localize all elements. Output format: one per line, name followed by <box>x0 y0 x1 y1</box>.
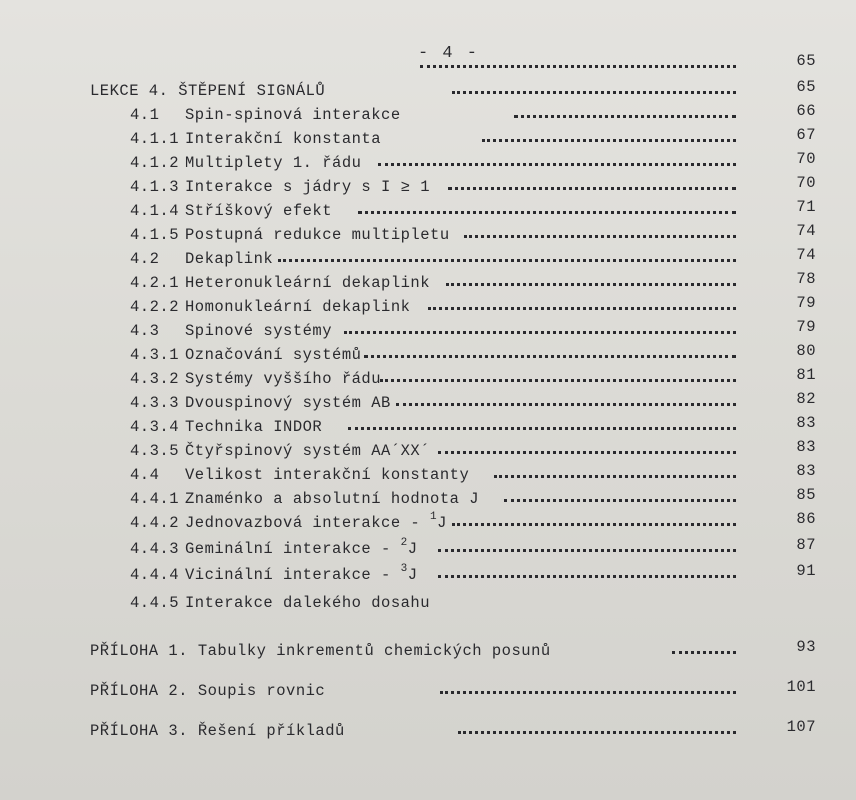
toc-section-number: 4.3.2 <box>130 370 180 388</box>
dot-leader <box>448 187 736 190</box>
toc-title-tail: J <box>437 514 447 532</box>
toc-title-text: Geminální interakce - <box>185 540 401 558</box>
toc-section-number: 4.3.4 <box>130 418 180 436</box>
toc-title: Velikost interakční konstanty <box>185 466 470 484</box>
toc-title <box>185 563 418 584</box>
toc-page-number: 79 <box>796 294 816 312</box>
dot-leader <box>378 163 736 166</box>
dot-leader <box>438 575 736 578</box>
dot-leader <box>452 523 736 526</box>
dot-leader <box>358 211 736 214</box>
toc-line-priloha-3[interactable] <box>90 718 816 746</box>
toc-title: Postupná redukce multipletu <box>185 226 450 244</box>
page-number: - 4 - <box>418 44 480 63</box>
toc-title: Stříškový efekt <box>185 202 333 220</box>
dot-leader <box>440 691 736 694</box>
toc-title: Označování systémů <box>185 346 362 364</box>
toc-section-number: 4.3.1 <box>130 346 180 364</box>
toc-title <box>185 537 418 558</box>
dot-leader <box>348 427 736 430</box>
toc-section-number: 4.4.1 <box>130 490 180 508</box>
toc-title-text: Vicinální interakce - <box>185 566 401 584</box>
toc-line[interactable] <box>90 246 816 274</box>
dot-leader <box>396 403 736 406</box>
toc-page-number: 65 <box>796 78 816 96</box>
toc-line-lekce-4[interactable] <box>90 78 816 106</box>
toc-section-number: 4.3.3 <box>130 394 180 412</box>
toc-line[interactable] <box>90 270 816 298</box>
dot-leader <box>482 139 736 142</box>
toc-line[interactable] <box>90 198 816 226</box>
toc-title: Homonukleární dekaplink <box>185 298 411 316</box>
toc-section-number: 4.1 <box>130 106 160 124</box>
dot-leader <box>446 283 736 286</box>
toc-section-number: 4.4 <box>130 466 160 484</box>
toc-title: PŘÍLOHA 3. Řešení příkladů <box>90 722 345 740</box>
toc-title: Systémy vyššího řádu <box>185 370 382 388</box>
toc-line[interactable] <box>90 438 816 466</box>
toc-section-number: 4.1.2 <box>130 154 180 172</box>
toc-page-number: 91 <box>796 562 816 580</box>
toc-page-number: 74 <box>796 222 816 240</box>
toc-line[interactable] <box>90 342 816 370</box>
toc-section-number: 4.3.5 <box>130 442 180 460</box>
toc-line[interactable] <box>90 102 816 130</box>
toc-line[interactable] <box>90 562 816 590</box>
toc-page-number: 70 <box>796 150 816 168</box>
toc-line[interactable] <box>90 390 816 418</box>
toc-section-number: 4.4.5 <box>130 594 180 612</box>
toc-title: PŘÍLOHA 1. Tabulky inkrementů chemických posunů <box>90 642 551 660</box>
toc-title <box>185 511 447 532</box>
toc-line-priloha-2[interactable] <box>90 678 816 706</box>
dot-leader <box>452 91 736 94</box>
dot-leader <box>428 307 736 310</box>
toc-page-number: 82 <box>796 390 816 408</box>
toc-title: Interakce s jádry s I ≥ 1 <box>185 178 431 196</box>
toc-section-number: 4.1.5 <box>130 226 180 244</box>
toc-line[interactable] <box>90 462 816 490</box>
toc-title: Multiplety 1. řádu <box>185 154 362 172</box>
toc-line[interactable] <box>90 510 816 538</box>
superscript: 1 <box>430 511 438 523</box>
toc-line-priloha-1[interactable] <box>90 638 816 666</box>
dot-leader <box>514 115 736 118</box>
toc-page-number: 83 <box>796 438 816 456</box>
toc-section-number: 4.2.2 <box>130 298 180 316</box>
toc-title: PŘÍLOHA 2. Soupis rovnic <box>90 682 326 700</box>
toc-page-number: 74 <box>796 246 816 264</box>
toc-page-number: 107 <box>786 718 816 736</box>
toc-line[interactable] <box>90 222 816 250</box>
superscript: 2 <box>400 537 408 549</box>
toc-title: Technika INDOR <box>185 418 323 436</box>
toc-page-number: 65 <box>796 52 816 70</box>
toc-page-number: 80 <box>796 342 816 360</box>
dot-leader <box>344 331 736 334</box>
toc-line[interactable] <box>90 150 816 178</box>
dot-leader <box>364 355 736 358</box>
toc-title: Dvouspinový systém AB <box>185 394 391 412</box>
toc-title-tail: J <box>407 540 418 558</box>
toc-line[interactable] <box>90 318 816 346</box>
toc-page-number: 66 <box>796 102 816 120</box>
toc-section-number: 4.3 <box>130 322 160 340</box>
toc-line[interactable] <box>90 536 816 564</box>
dot-leader <box>672 651 736 654</box>
toc-section-number: 4.1.4 <box>130 202 180 220</box>
dot-leader <box>464 235 736 238</box>
toc-line[interactable] <box>90 366 816 394</box>
toc-page-number: 67 <box>796 126 816 144</box>
dot-leader <box>438 549 736 552</box>
toc-page-number: 93 <box>796 638 816 656</box>
dot-leader <box>278 259 736 262</box>
toc-line[interactable] <box>90 126 816 154</box>
toc-title: Spin-spinová interakce <box>185 106 401 124</box>
toc-page-number: 101 <box>786 678 816 696</box>
toc-line <box>90 52 816 80</box>
toc-section-number: 4.1.1 <box>130 130 180 148</box>
toc-page-number: 78 <box>796 270 816 288</box>
dot-leader <box>458 731 736 734</box>
toc-line[interactable] <box>90 594 816 618</box>
toc-page-number: 87 <box>796 536 816 554</box>
toc-line[interactable] <box>90 414 816 442</box>
toc-line[interactable] <box>90 486 816 514</box>
superscript: 3 <box>400 563 408 575</box>
toc-section-number: 4.2 <box>130 250 160 268</box>
toc-line[interactable] <box>90 174 816 202</box>
toc-section-number: 4.4.2 <box>130 514 180 532</box>
toc-title: Interakce dalekého dosahu <box>185 594 431 612</box>
toc-page-number: 81 <box>796 366 816 384</box>
toc-title: Interakční konstanta <box>185 130 382 148</box>
dot-leader <box>438 451 736 454</box>
toc-page-number: 83 <box>796 462 816 480</box>
toc-section-number: 4.4.3 <box>130 540 180 558</box>
toc-title-text: Jednovazbová interakce - <box>185 514 431 532</box>
toc-section-number: 4.1.3 <box>130 178 180 196</box>
toc-page-number: 86 <box>796 510 816 528</box>
dot-leader <box>420 65 736 68</box>
toc-section-number: 4.2.1 <box>130 274 180 292</box>
toc-title: LEKCE 4. ŠTĚPENÍ SIGNÁLŮ <box>90 82 326 100</box>
toc-page-number: 70 <box>796 174 816 192</box>
toc-title: Znaménko a absolutní hodnota J <box>185 490 480 508</box>
toc-page-number: 71 <box>796 198 816 216</box>
dot-leader <box>504 499 736 502</box>
toc-line[interactable] <box>90 294 816 322</box>
toc-page-number: 85 <box>796 486 816 504</box>
toc-title: Spinové systémy <box>185 322 333 340</box>
toc-title: Dekaplink <box>185 250 274 268</box>
dot-leader <box>494 475 736 478</box>
toc-page-number: 79 <box>796 318 816 336</box>
toc-page-number: 83 <box>796 414 816 432</box>
toc-section-number: 4.4.4 <box>130 566 180 584</box>
toc-title-tail: J <box>407 566 418 584</box>
dot-leader <box>380 379 736 382</box>
toc-title: Heteronukleární dekaplink <box>185 274 431 292</box>
toc-title: Čtyřspinový systém AA´XX´ <box>185 442 431 460</box>
